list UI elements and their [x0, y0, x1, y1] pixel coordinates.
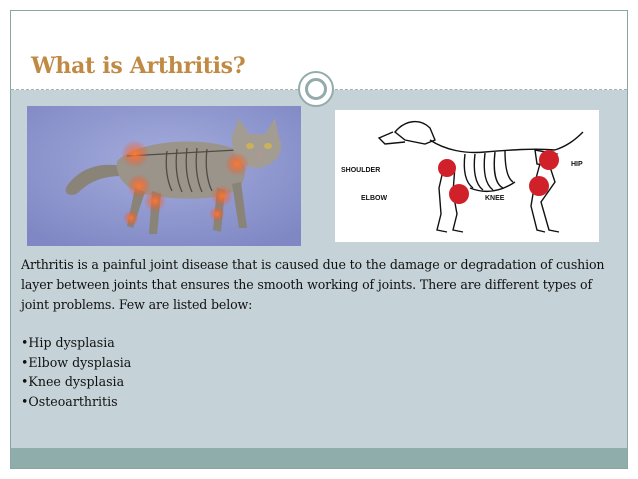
bullet-list: [21, 333, 131, 411]
content-area: [11, 90, 627, 448]
circle-ornament-icon: [298, 71, 334, 107]
cat-illustration: [27, 106, 301, 246]
elbow-label: ELBOW: [361, 195, 388, 202]
dog-skeleton-image: [335, 110, 599, 242]
list-item: •Hip dysplasia: [21, 335, 115, 350]
cat-skeleton-image: [27, 106, 301, 246]
slide-title: What is Arthritis?: [31, 53, 246, 79]
knee-label: KNEE: [485, 195, 505, 202]
list-item: •Osteoarthritis: [21, 393, 118, 409]
shoulder-label: SHOULDER: [341, 167, 381, 174]
body-paragraph: Arthritis is a painful joint disease that is caused due to the damage or degradation of cushion layer between joints that ensures the smooth working of joints. There are different types of joint problems. Few are listed below:: [21, 257, 605, 312]
bottom-bar: [11, 448, 627, 468]
slide: [10, 10, 628, 469]
list-item: •Knee dysplasia: [21, 374, 125, 389]
dog-illustration: [335, 110, 599, 242]
hip-label: HIP: [571, 161, 583, 168]
list-item: •Elbow dysplasia: [21, 354, 132, 370]
circle-ornament-inner: [305, 78, 327, 100]
